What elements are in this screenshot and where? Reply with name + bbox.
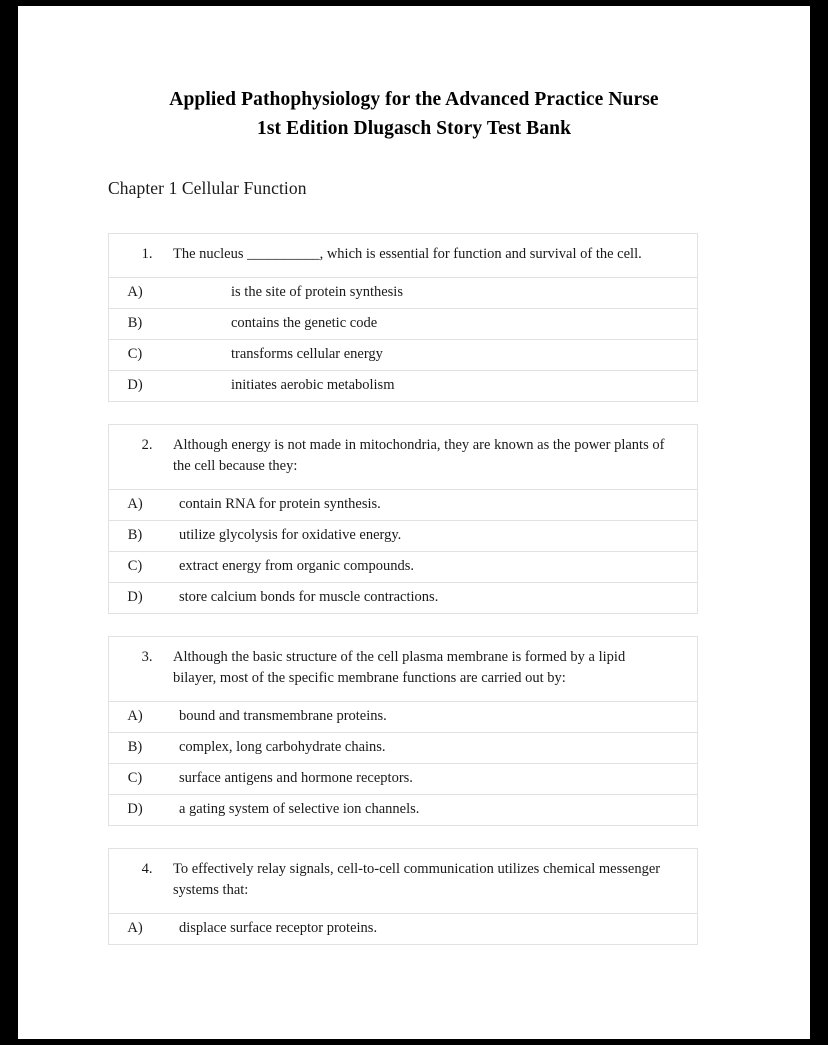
option-letter: B) — [127, 739, 143, 756]
answer-option[interactable] — [109, 490, 697, 521]
option-letter: D) — [127, 377, 143, 394]
option-letter: C) — [127, 770, 143, 787]
document-page — [18, 6, 810, 1039]
option-letter: D) — [127, 589, 143, 606]
option-letter: B) — [127, 527, 143, 544]
option-text: contain RNA for protein synthesis. — [179, 496, 381, 513]
option-letter: A) — [127, 708, 143, 725]
chapter-heading: Chapter 1 Cellular Function — [108, 177, 307, 198]
question-stem — [109, 234, 697, 278]
answer-option[interactable] — [109, 733, 697, 764]
answer-option[interactable] — [109, 371, 697, 402]
option-text: contains the genetic code — [231, 315, 378, 332]
option-text: store calcium bonds for muscle contractions. — [179, 589, 439, 606]
answer-option[interactable] — [109, 340, 697, 371]
question-block — [108, 636, 698, 826]
option-letter: A) — [127, 920, 143, 937]
option-text: displace surface receptor proteins. — [179, 920, 378, 937]
question-text: To effectively relay signals, cell-to-cell communication utilizes chemical messenger systems that: — [173, 860, 661, 898]
option-text: bound and transmembrane proteins. — [179, 708, 387, 725]
answer-option[interactable] — [109, 552, 697, 583]
question-stem — [109, 849, 697, 914]
question-text: Although the basic structure of the cell plasma membrane is formed by a lipid bilayer, most of the specific membrane functions are carried out by: — [173, 648, 626, 686]
answer-option[interactable] — [109, 764, 697, 795]
option-text: extract energy from organic compounds. — [179, 558, 415, 575]
question-text: Although energy is not made in mitochondria, they are known as the power plants of the cell because they: — [173, 436, 665, 474]
question-list — [108, 233, 720, 945]
question-number: 1. — [141, 245, 153, 262]
option-text: is the site of protein synthesis — [231, 284, 403, 301]
option-text: complex, long carbohydrate chains. — [179, 739, 386, 756]
question-block — [108, 424, 698, 614]
document-title-line-1: Applied Pathophysiology for the Advanced Practice Nurse — [169, 89, 659, 110]
answer-option[interactable] — [109, 278, 697, 309]
answer-option[interactable] — [109, 795, 697, 826]
question-block — [108, 233, 698, 402]
option-letter: C) — [127, 346, 143, 363]
option-letter: C) — [127, 558, 143, 575]
option-text: utilize glycolysis for oxidative energy. — [179, 527, 402, 544]
option-letter: A) — [127, 496, 143, 513]
option-text: a gating system of selective ion channels. — [179, 801, 420, 818]
question-number: 4. — [141, 860, 153, 877]
option-text: transforms cellular energy — [231, 346, 383, 363]
question-stem — [109, 637, 697, 702]
option-text: surface antigens and hormone receptors. — [179, 770, 413, 787]
option-letter: A) — [127, 284, 143, 301]
option-text: initiates aerobic metabolism — [231, 377, 395, 394]
answer-option[interactable] — [109, 521, 697, 552]
question-text: The nucleus __________, which is essential for function and survival of the cell. — [173, 245, 642, 262]
question-number: 3. — [141, 648, 153, 665]
answer-option[interactable] — [109, 702, 697, 733]
answer-option[interactable] — [109, 309, 697, 340]
answer-option[interactable] — [109, 914, 697, 945]
question-number: 2. — [141, 436, 153, 453]
option-letter: D) — [127, 801, 143, 818]
question-stem — [109, 425, 697, 490]
document-title — [118, 86, 710, 144]
document-title-line-2: 1st Edition Dlugasch Story Test Bank — [256, 117, 572, 139]
question-block — [108, 848, 698, 945]
answer-option[interactable] — [109, 583, 697, 614]
option-letter: B) — [127, 315, 143, 332]
document-body — [18, 6, 810, 967]
